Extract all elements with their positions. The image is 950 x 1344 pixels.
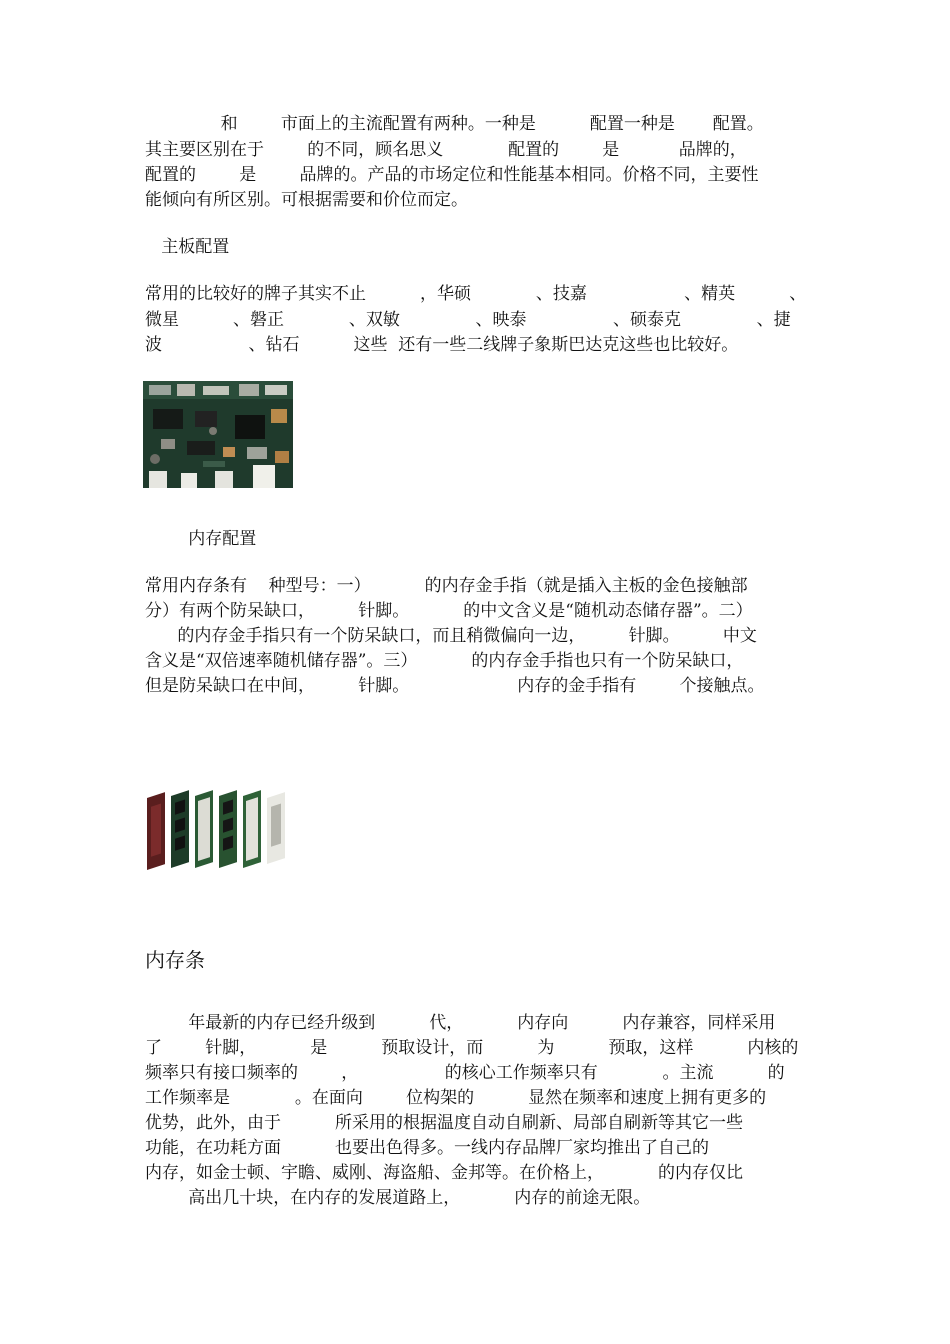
- ram-heading: 内存条: [145, 948, 205, 972]
- ram-line-8: 高出几十块，在内存的发展道路上， 内存的前途无限。: [145, 1188, 651, 1208]
- ram-line-6: 功能，在功耗方面 也要出色得多。一线内存品牌厂家均推出了自己的: [145, 1138, 710, 1158]
- ram-line-7: 内存，如金士顿、宇瞻、威刚、海盗船、金邦等。在价格上， 的内存仅比: [145, 1163, 744, 1183]
- ram-line-2: 了 针脚， 是 预取设计，而 为 预取，这样 内核的: [145, 1038, 799, 1058]
- mainboard-heading: 主板配置: [145, 237, 230, 257]
- memory-line-3: 的内存金手指只有一个防呆缺口，而且稍微偏向一边， 针脚。 中文: [145, 626, 757, 646]
- motherboard-photo: [143, 381, 293, 488]
- memory-line-4: 含义是“双倍速率随机储存器”。三） 的内存金手指也只有一个防呆缺口，: [145, 651, 744, 671]
- memory-line-2: 分）有两个防呆缺口， 针脚。 的中文含义是“随机动态储存器”。二）: [145, 601, 753, 621]
- intro-line-1: 和 市面上的主流配置有两种。一种是 配置一种是 配置。: [145, 114, 764, 134]
- mainboard-line-3: 波 、钻石 这些 还有一些二线牌子象斯巴达克这些也比较好。: [145, 335, 739, 355]
- ram-line-4: 工作频率是 。在面向 位构架的 显然在频率和速度上拥有更多的: [145, 1088, 767, 1108]
- mainboard-line-1: 常用的比较好的牌子其实不止 ，华硕 、技嘉 、精英 、: [145, 284, 807, 304]
- memory-modules-photo: [143, 780, 293, 888]
- memory-heading: 内存配置: [145, 529, 257, 549]
- memory-line-1: 常用内存条有 种型号：一） 的内存金手指（就是插入主板的金色接触部: [145, 576, 748, 596]
- mainboard-line-2: 微星 、磐正 、双敏 、映泰 、硕泰克 、捷: [145, 310, 791, 330]
- intro-line-2: 其主要区别在于 的不同，顾名思义 配置的 是 品牌的，: [145, 140, 747, 160]
- intro-line-3: 配置的 是 品牌的。产品的市场定位和性能基本相同。价格不同，主要性: [145, 165, 759, 185]
- ram-line-5: 优势，此外，由于 所采用的根据温度自动自刷新、局部自刷新等其它一些: [145, 1113, 744, 1133]
- memory-line-5: 但是防呆缺口在中间， 针脚。 内存的金手指有 个接触点。: [145, 676, 765, 696]
- intro-line-4: 能倾向有所区别。可根据需要和价位而定。: [145, 190, 468, 210]
- ram-line-3: 频率只有接口频率的 ， 的核心工作频率只有 。主流 的: [145, 1063, 785, 1083]
- ram-line-1: 年最新的内存已经升级到 代， 内存向 内存兼容，同样采用: [145, 1013, 776, 1033]
